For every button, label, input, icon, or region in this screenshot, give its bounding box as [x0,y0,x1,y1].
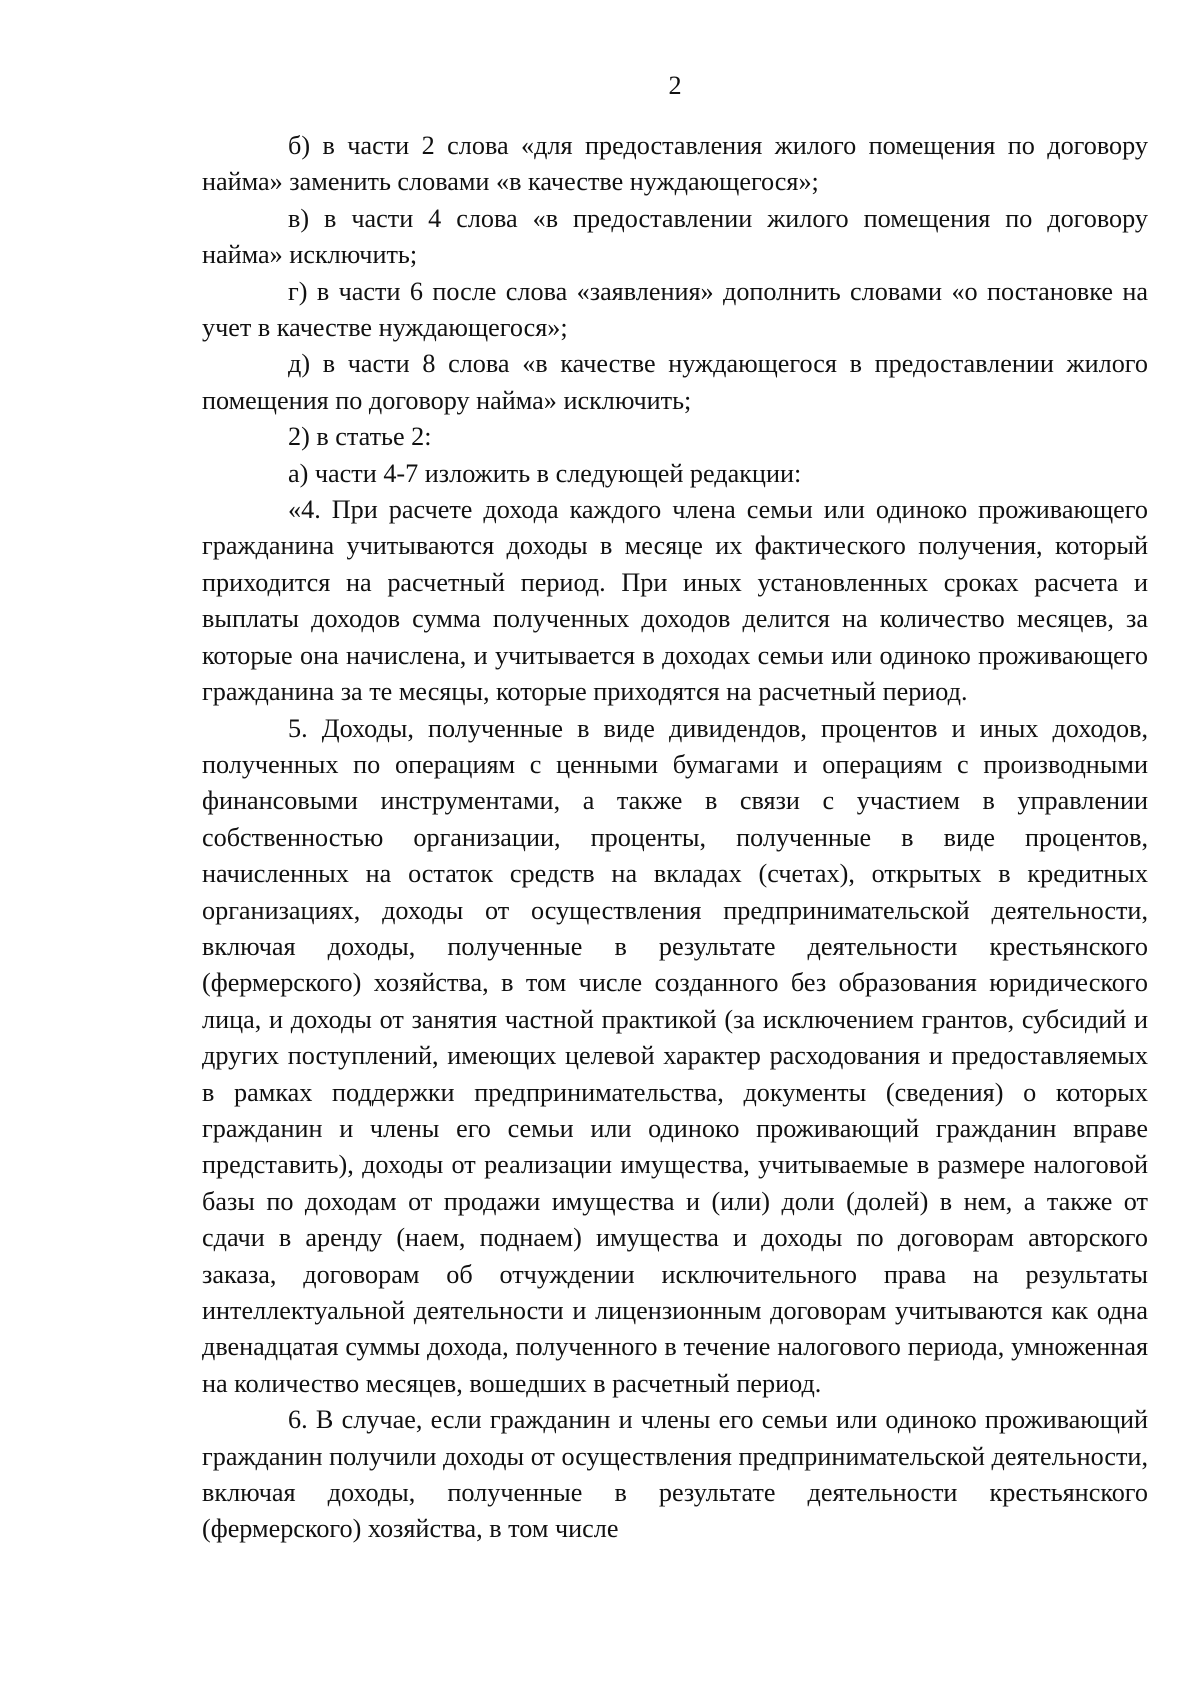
page-number: 2 [668,71,682,100]
paragraph-item-4: «4. При расчете дохода каждого члена семьи или одиноко проживающего гражданина учитываются доходы в месяце их фактического получения, который приходится на расчетный период. При иных установленных сроках расчета и выплаты доходов сумма полученных доходов делится на количество месяцев, за которые она начислена, и учитывается в доходах семьи или одиноко проживающего гражданина за те месяцы, которые приходятся на расчетный период. [202,495,1148,707]
paragraph-d-part-8: д) в части 8 слова «в качестве нуждающегося в предоставлении жилого помещения по договору найма» исключить; [202,349,1148,415]
paragraph-item-5: 5. Доходы, полученные в виде дивидендов, процентов и иных доходов, полученных по операциям с ценными бумагами и операциям с производными финансовыми инструментами, а также в связи с участием в управлении собственностью организации, проценты, полученные в виде процентов, начисленных на остаток средств на вкладах (счетах), открытых в кредитных организациях, доходы от осуществления предпринимательской деятельности, включая доходы, полученные в результате деятельности крестьянского (фермерского) хозяйства, в том числе созданного без образования юридического лица, и доходы от занятия частной практикой (за исключением грантов, субсидий и других поступлений, имеющих целевой характер расходования и предоставляемых в рамках поддержки предпринимательства, документы (сведения) о которых гражданин и члены его семьи или одиноко проживающий гражданин вправе представить), доходы от реализации имущества, учитываемые в размере налоговой базы по доходам от продажи имущества и (или) доли (долей) в нем, а также от сдачи в аренду (наем, поднаем) имущества и доходы по договорам авторского заказа, договорам об отчуждении исключительного права на результаты интеллектуальной деятельности и лицензионным договорам учитываются как одна двенадцатая суммы дохода, полученного в течение налогового периода, умноженная на количество месяцев, вошедших в расчетный период. [202,713,1148,1398]
paragraph-g-part-6: г) в части 6 после слова «заявления» дополнить словами «о постановке на учет в качестве нуждающегося»; [202,276,1148,343]
paragraph-b-part-2: б) в части 2 слова «для предоставления жилого помещения по договору найма» заменить словами «в качестве нуждающегося»; [202,131,1148,197]
paragraph-a-parts-4-7: а) части 4-7 изложить в следующей редакции: [288,458,802,488]
paragraph-item-6: 6. В случае, если гражданин и члены его семьи или одиноко проживающий гражданин получили доходы от осуществления предпринимательской деятельности, включая доходы, полученные в результате деятельности крестьянского (фермерского) хозяйства, в том числе [202,1405,1148,1544]
document-body [202,128,1148,1548]
paragraph-article-2: 2) в статье 2: [288,422,432,452]
paragraph-v-part-4: в) в части 4 слова «в предоставлении жилого помещения по договору найма» исключить; [202,203,1148,270]
